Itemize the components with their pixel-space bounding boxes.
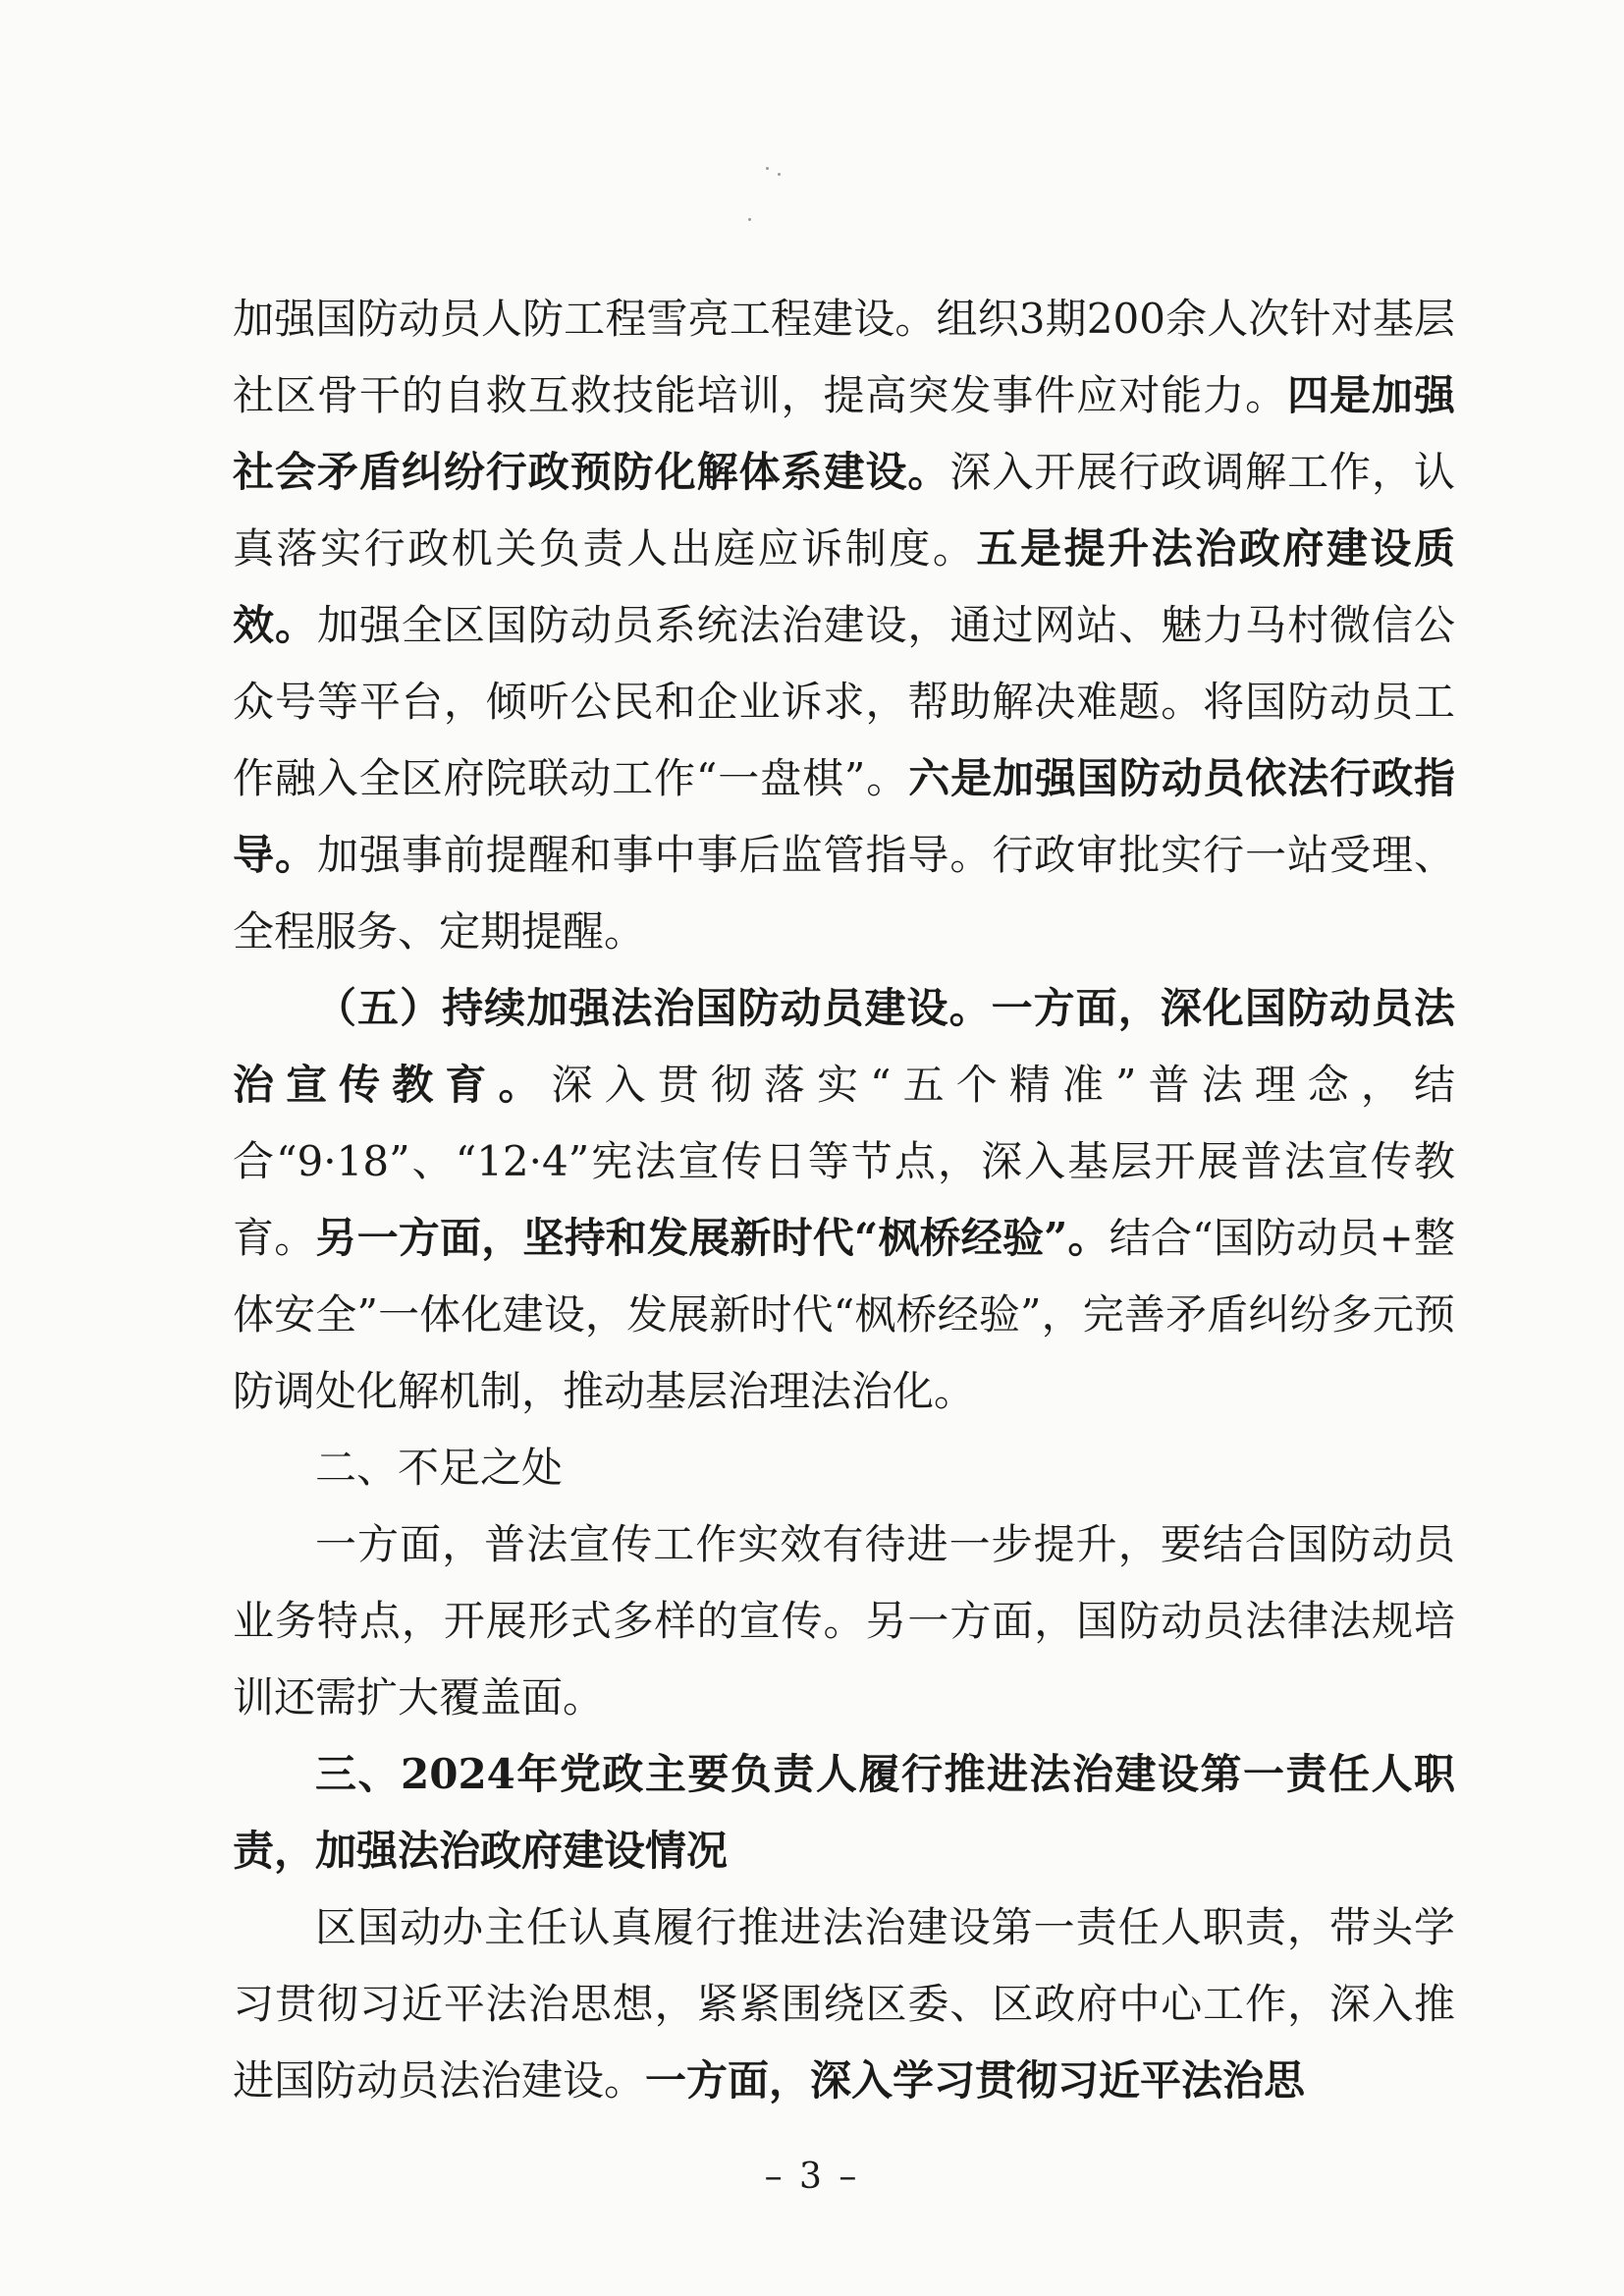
paragraph-section-five (233, 970, 1455, 1430)
scan-speck (748, 218, 751, 221)
bold-lead-six: 六是加强国防动员依法行政指导。 (233, 754, 1455, 879)
page-number: – 3 – (764, 2157, 860, 2197)
bold-lead-five: 五是提升法治政府建设质效。 (233, 524, 1455, 649)
paragraph-responsibility (233, 1889, 1455, 2119)
bold-lead-one-hand: 一方面，深入学习贯彻习近平法治思 (645, 2056, 1306, 2105)
bold-heading-five: （五）持续加强法治国防动员建设。一方面，深化国防动员法治宣传教育。 (233, 984, 1455, 1109)
scan-speck (766, 167, 769, 170)
paragraph-text: 加强国防动员人防工程雪亮工程建设。组织3期200余人次针对基层社区骨干的自救互救技能培训，提高突发事件应对能力。 (233, 295, 1455, 419)
bold-lead-other-hand: 另一方面，坚持和发展新时代“枫桥经验”。 (315, 1214, 1110, 1262)
paragraph-text: 区国动办主任认真履行推进法治建设第一责任人职责，带头学习贯彻习近平法治思想，紧紧围绕区委、区政府中心工作，深入推进国防动员法治建设。 (233, 1903, 1455, 2105)
paragraph-text: 深入开展行政调解工作，认真落实行政机关负责人出庭应诉制度。 (233, 448, 1455, 573)
section-heading-two: 二、不足之处 (315, 1444, 564, 1492)
paragraph-text: 深入贯彻落实“五个精准”普法理念，结合“9·18”、“12·4”宪法宣传日等节点，深入基层开展普法宣传教育。 (233, 1061, 1455, 1262)
paragraph-text: 加强事前提醒和事中事后监管指导。行政审批实行一站受理、全程服务、定期提醒。 (233, 831, 1455, 956)
paragraph-shortcomings: 一方面，普法宣传工作实效有待进一步提升，要结合国防动员业务特点，开展形式多样的宣传。另一方面，国防动员法律法规培训还需扩大覆盖面。 (233, 1520, 1455, 1722)
paragraph-text: 加强全区国防动员系统法治建设，通过网站、魅力马村微信公众号等平台，倾听公民和企业诉求，帮助解决难题。将国防动员工作融入全区府院联动工作“一盘棋”。 (233, 601, 1455, 802)
document-body (233, 281, 1455, 2119)
paragraph-text: 结合“国防动员+整体安全”一体化建设，发展新时代“枫桥经验”，完善矛盾纠纷多元预防调处化解机制，推动基层治理法治化。 (233, 1214, 1455, 1415)
bold-lead-four: 四是加强社会矛盾纠纷行政预防化解体系建设。 (233, 371, 1455, 496)
section-heading-three: 三、2024年党政主要负责人履行推进法治建设第一责任人职责，加强法治政府建设情况 (233, 1750, 1455, 1875)
scan-speck (778, 173, 781, 176)
paragraph-continued (233, 281, 1455, 970)
